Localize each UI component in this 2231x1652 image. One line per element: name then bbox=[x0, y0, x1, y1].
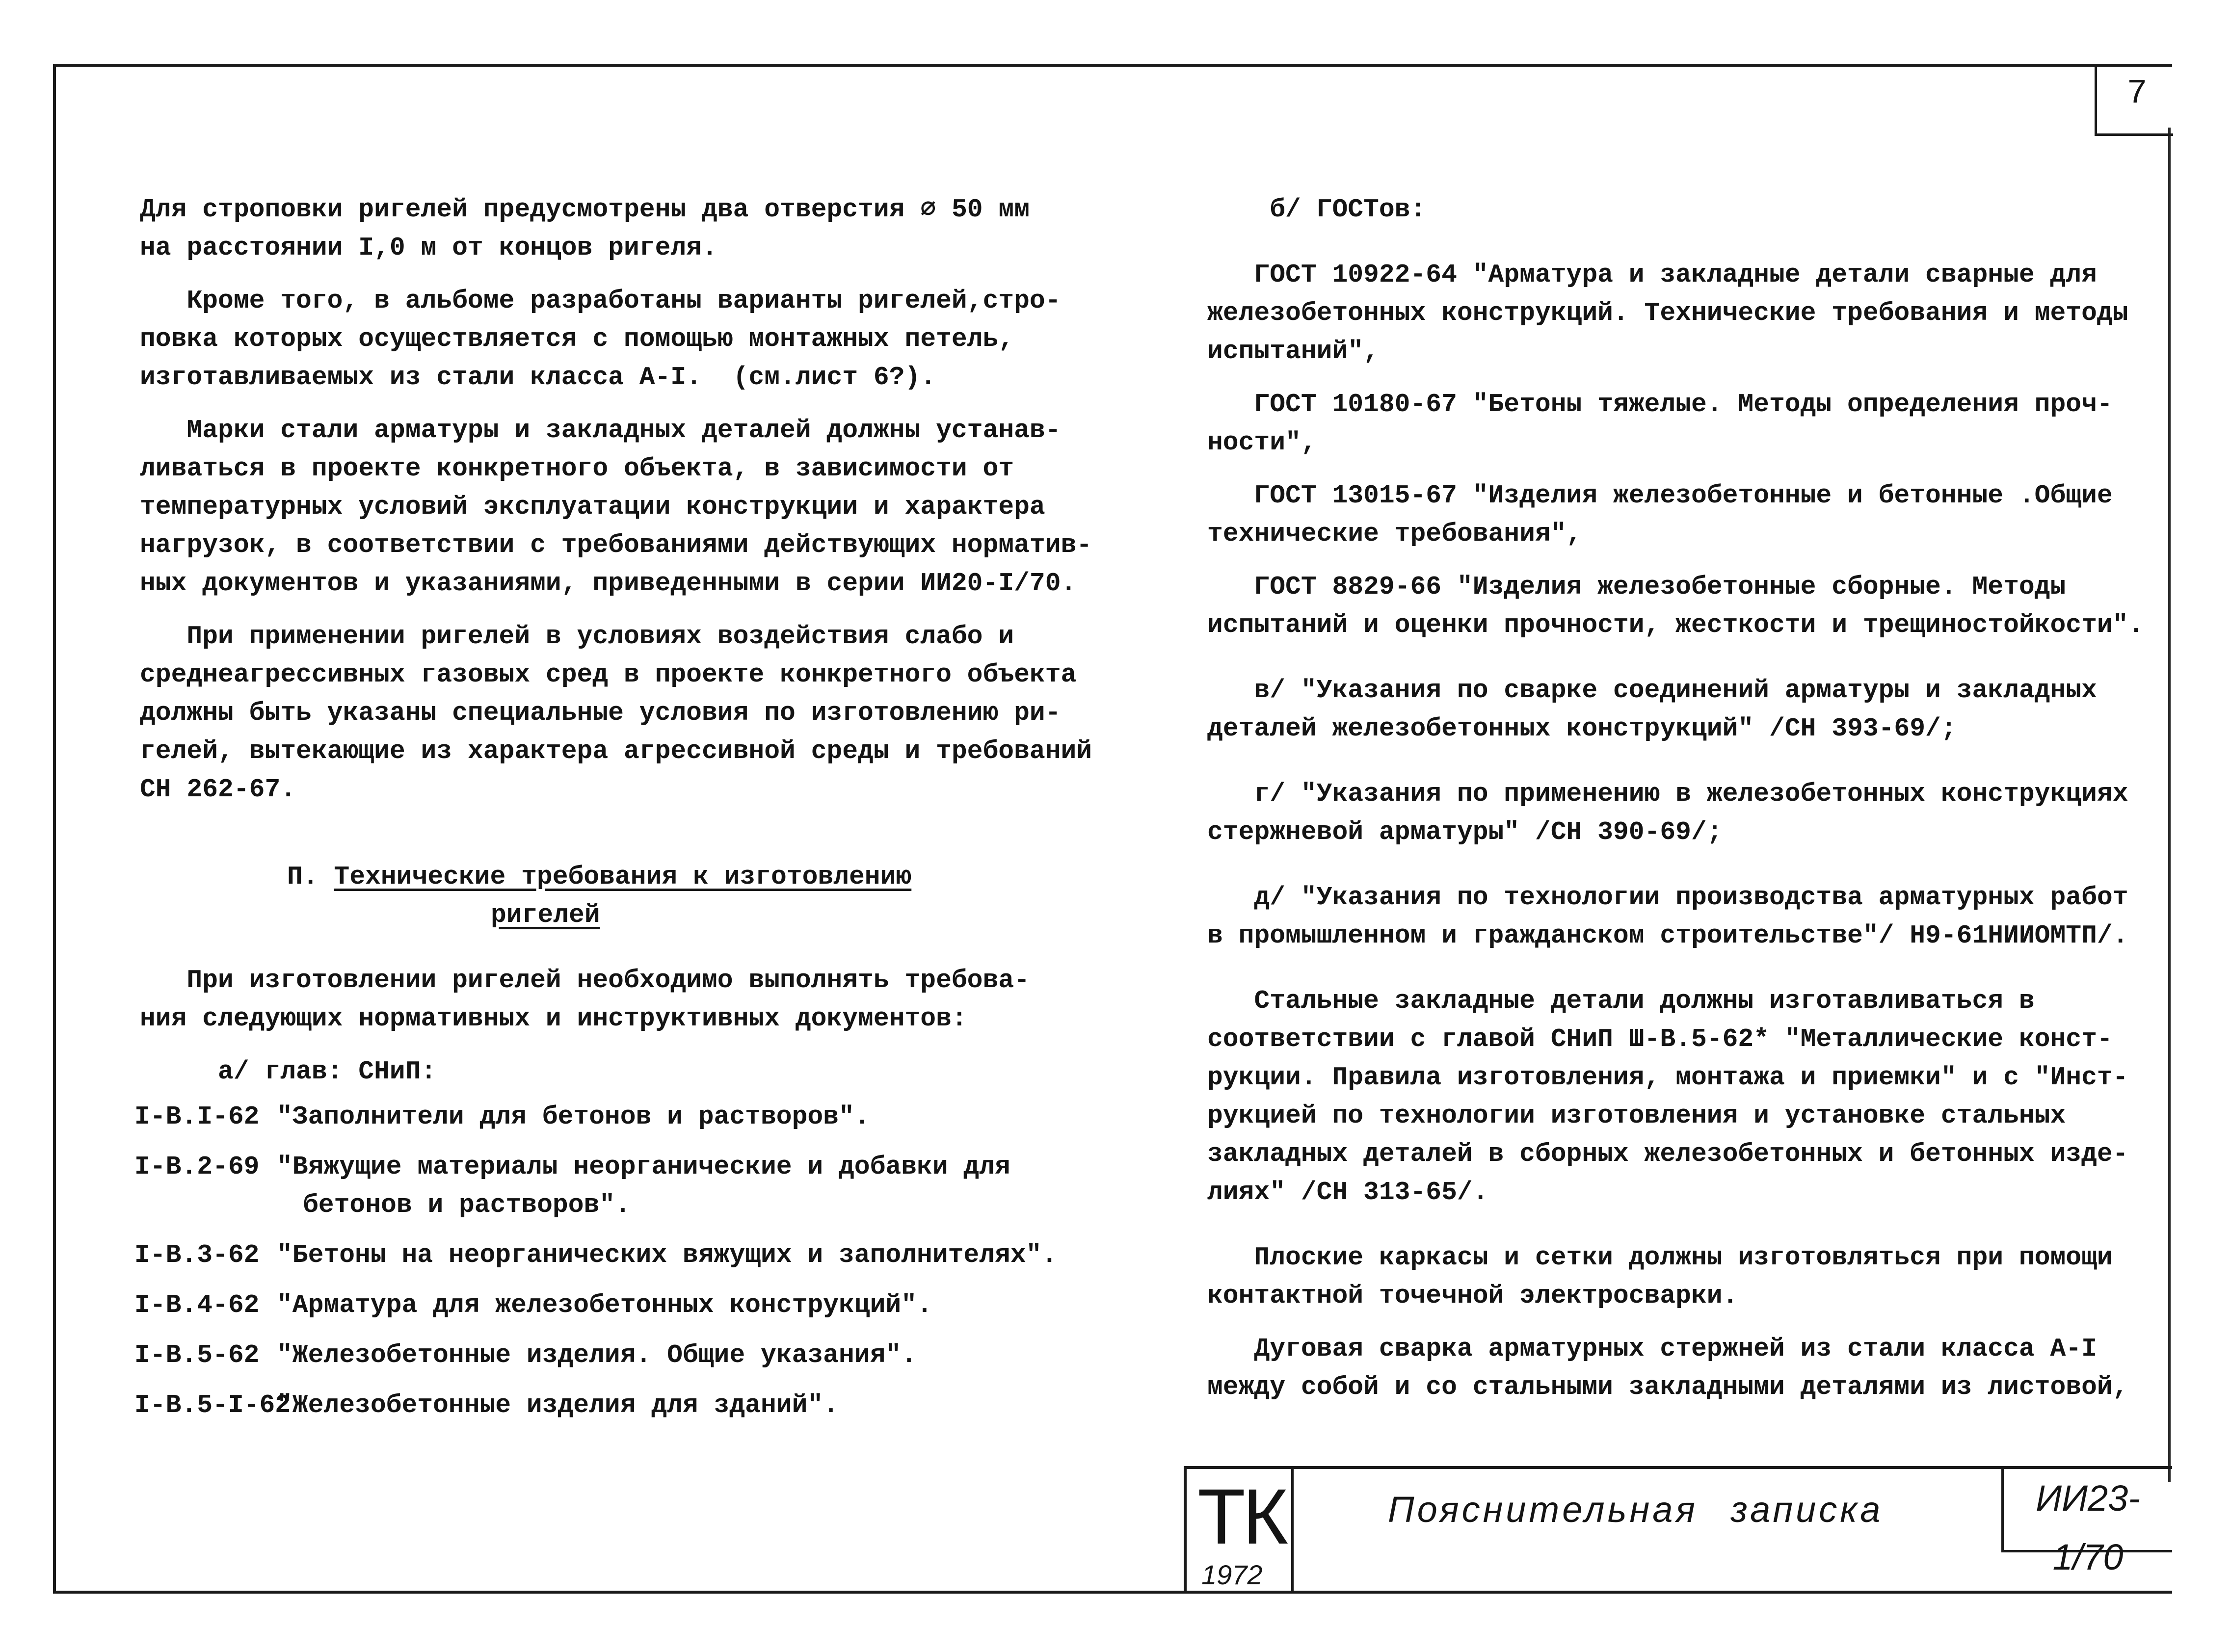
ref-code: I-В.5-62 bbox=[134, 1340, 260, 1370]
ref-code: I-В.4-62 bbox=[134, 1290, 260, 1320]
text-line: Марки стали арматуры и закладных деталей должны устанав- bbox=[140, 416, 1061, 445]
list-item bbox=[136, 1286, 1092, 1324]
text-line: деталей железобетонных конструкций" /СН 393-69/; bbox=[1207, 714, 1957, 743]
ref-text: "Железобетонные изделия. Общие указания". bbox=[277, 1340, 917, 1370]
list-item bbox=[136, 1336, 1092, 1374]
list-item bbox=[136, 1236, 1092, 1274]
section-title-line1: Технические требования к изготовлению bbox=[334, 862, 912, 892]
gost-13015 bbox=[1207, 476, 2144, 553]
ref-text: "Вяжущие материалы неорганические и добавки для bbox=[277, 1152, 1010, 1181]
text-line: При изготовлении ригелей необходимо выполнять требова- bbox=[140, 966, 1030, 995]
snip-reference-list bbox=[136, 1098, 1092, 1424]
text-line: ГОСТ 13015-67 "Изделия железобетонные и бетонные .Общие bbox=[1207, 481, 2113, 510]
text-line: должны быть указаны специальные условия по изготовлению ри- bbox=[140, 698, 1061, 728]
ref-text: "Арматура для железобетонных конструкций". bbox=[277, 1290, 932, 1320]
paragraph-embedded-parts bbox=[1207, 982, 2144, 1211]
title-block-org-cell bbox=[1187, 1469, 1294, 1594]
item-d bbox=[1207, 878, 2144, 955]
paragraph-frames bbox=[1207, 1238, 2144, 1315]
text-line: железобетонных конструкций. Технические требования и методы bbox=[1207, 298, 2128, 328]
ref-code: I-В.I-62 bbox=[134, 1102, 260, 1131]
text-line: между собой и со стальными закладными деталями из листовой, bbox=[1207, 1372, 2128, 1402]
text-line: ГОСТ 8829-66 "Изделия железобетонные сборные. Методы bbox=[1207, 572, 2066, 602]
text-line: СН 262-67. bbox=[140, 775, 296, 804]
text-line: ности", bbox=[1207, 428, 1317, 457]
ref-code: I-В.3-62 bbox=[134, 1240, 260, 1270]
text-line: Дуговая сварка арматурных стержней из стали класса А-I bbox=[1207, 1334, 2097, 1364]
text-line: изготавливаемых из стали класса А-I. (см.лист 6?). bbox=[140, 363, 936, 392]
text-line: лиях" /СН 313-65/. bbox=[1207, 1178, 1488, 1207]
text-line: г/ "Указания по применению в железобетонных конструкциях bbox=[1207, 779, 2128, 809]
paragraph-aggressive-media bbox=[140, 617, 1092, 809]
text-line: испытаний и оценки прочности, жесткости и трещиностойкости". bbox=[1207, 610, 2144, 640]
list-item bbox=[136, 1098, 1092, 1136]
text-line: технические требования", bbox=[1207, 519, 1582, 549]
ref-text-continuation: бетонов и растворов". bbox=[303, 1190, 631, 1220]
list-item bbox=[136, 1148, 1092, 1186]
snip-label: а/ глав: СНиП: bbox=[140, 1057, 437, 1086]
sheet-right-edge bbox=[2168, 128, 2171, 1482]
text-line: рукцией по технологии изготовления и установке стальных bbox=[1207, 1101, 2066, 1130]
gost-8829 bbox=[1207, 568, 2144, 644]
ref-text: "Железобетонные изделия для зданий". bbox=[277, 1390, 839, 1420]
text-line: ния следующих нормативных и инструктивных документов: bbox=[140, 1004, 967, 1033]
text-line: нагрузок, в соответствии с требованиями действующих норматив- bbox=[140, 530, 1092, 560]
text-line: ных документов и указаниями, приведенными в серии ИИ20-I/70. bbox=[140, 569, 1077, 598]
paragraph-steel-grades bbox=[140, 411, 1092, 603]
text-line: температурных условий эксплуатации конструкции и характера bbox=[140, 492, 1045, 522]
right-column bbox=[1207, 190, 2144, 1406]
gost-10922 bbox=[1207, 256, 2144, 370]
stamp-year: 1972 bbox=[1201, 1559, 1263, 1590]
document-title: Пояснительная записка bbox=[1388, 1489, 1884, 1530]
section-title-line2: ригелей bbox=[491, 900, 600, 930]
text-line: ливаться в проекте конкретного объекта, в зависимости от bbox=[140, 454, 1014, 483]
text-line: д/ "Указания по технологии производства арматурных работ bbox=[1207, 883, 2128, 912]
text-line: рукции. Правила изготовления, монтажа и приемки" и с "Инст- bbox=[1207, 1063, 2128, 1092]
text-line: ГОСТ 10922-64 "Арматура и закладные детали сварные для bbox=[1207, 260, 2097, 289]
paragraph-requirements bbox=[140, 961, 1092, 1038]
paragraph-variants bbox=[140, 282, 1092, 396]
text-line: Плоские каркасы и сетки должны изготовляться при помощи bbox=[1207, 1243, 2113, 1272]
text-line: При применении ригелей в условиях воздействия слабо и bbox=[140, 622, 1014, 651]
paragraph-slinging bbox=[140, 190, 1092, 267]
text-line: контактной точечной электросварки. bbox=[1207, 1281, 1738, 1311]
section-number: П. bbox=[287, 862, 334, 892]
text-line: в промышленном и гражданском строительстве"/ Н9-61НИИОМТП/. bbox=[1207, 921, 2128, 950]
text-line: Для строповки ригелей предусмотрены два отверстия ∅ 50 мм bbox=[140, 195, 1030, 224]
item-g bbox=[1207, 775, 2144, 851]
paragraph-arc-welding bbox=[1207, 1330, 2144, 1406]
text-line: ГОСТ 10180-67 "Бетоны тяжелые. Методы определения проч- bbox=[1207, 390, 2113, 419]
ref-text: "Бетоны на неорганических вяжущих и заполнителях". bbox=[277, 1240, 1058, 1270]
ref-code: I-В.5-I-62 bbox=[134, 1390, 291, 1420]
gost-label: б/ ГОСТов: bbox=[1207, 195, 1426, 224]
text-line: закладных деталей в сборных железобетонных и бетонных изде- bbox=[1207, 1139, 2128, 1169]
text-line: на расстоянии I,0 м от концов ригеля. bbox=[140, 233, 717, 262]
text-line: гелей, вытекающие из характера агрессивной среды и требований bbox=[140, 736, 1092, 766]
text-line: в/ "Указания по сварке соединений арматуры и закладных bbox=[1207, 676, 2097, 705]
text-line: повка которых осуществляется с помощью монтажных петель, bbox=[140, 324, 1014, 354]
text-line: стержневой арматуры" /СН 390-69/; bbox=[1207, 817, 1723, 847]
text-line: Стальные закладные детали должны изготавливаться в bbox=[1207, 986, 2035, 1016]
gost-10180 bbox=[1207, 385, 2144, 462]
text-line: среднеагрессивных газовых сред в проекте конкретного объекта bbox=[140, 660, 1077, 689]
section-heading bbox=[140, 858, 1092, 934]
title-block bbox=[1184, 1466, 2172, 1594]
series-code: ИИ23-1/70 bbox=[2001, 1469, 2172, 1552]
ref-code: I-В.2-69 bbox=[134, 1152, 260, 1181]
org-mark: ТК bbox=[1197, 1472, 1285, 1560]
text-line: испытаний", bbox=[1207, 337, 1379, 366]
list-item bbox=[136, 1386, 1092, 1424]
text-line: соответствии с главой СНиП Ш-В.5-62* "Металлические конст- bbox=[1207, 1024, 2113, 1054]
ref-text: "Заполнители для бетонов и растворов". bbox=[277, 1102, 870, 1131]
text-line: Кроме того, в альбоме разработаны варианты ригелей,стро- bbox=[140, 286, 1061, 315]
left-column bbox=[134, 190, 1092, 1424]
item-v bbox=[1207, 671, 2144, 748]
page-number: 7 bbox=[2095, 65, 2173, 136]
